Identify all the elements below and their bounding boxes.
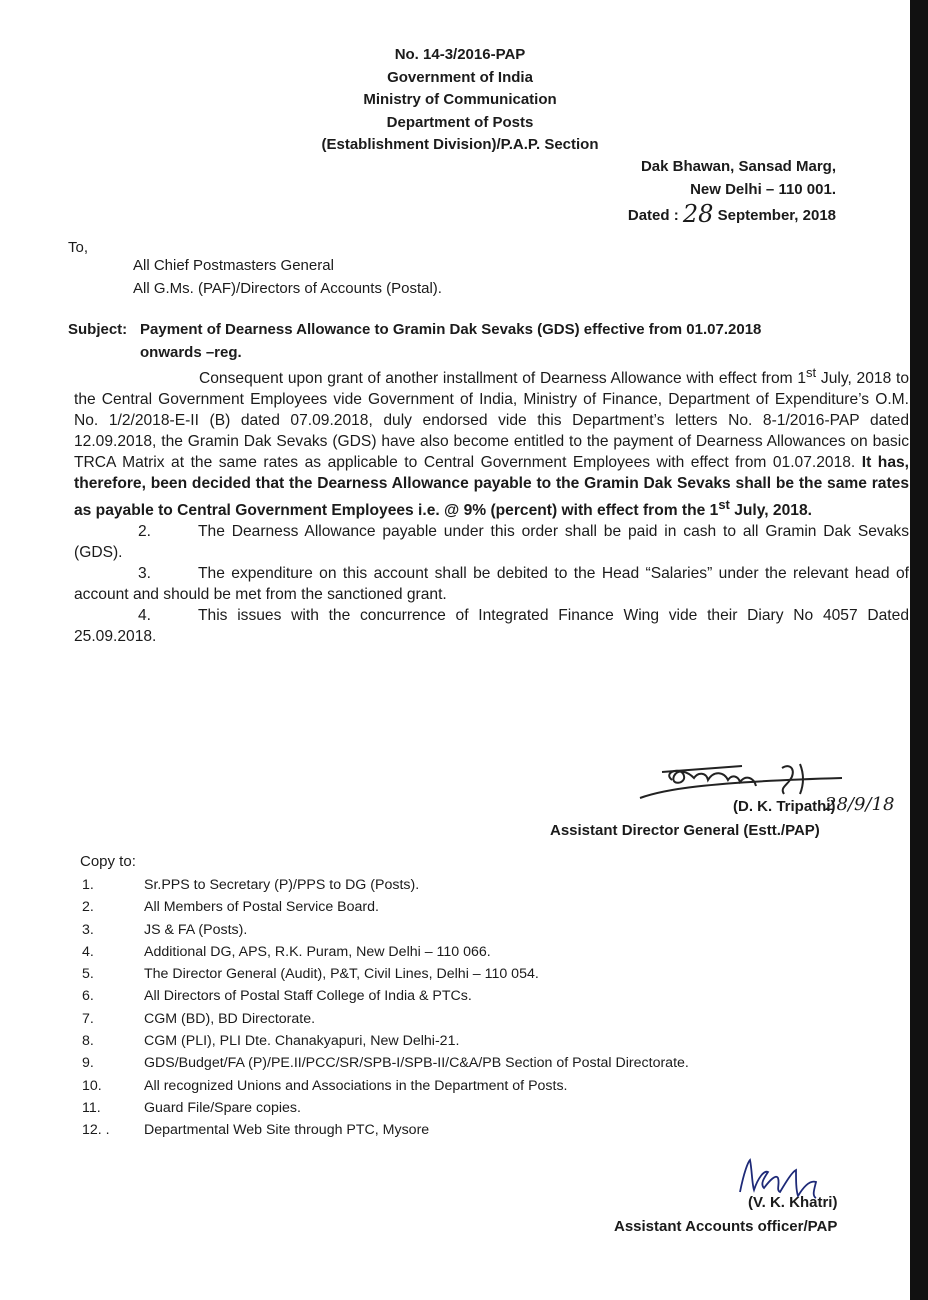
- ministry-name: Ministry of Communication: [363, 91, 557, 108]
- paragraph-1: Consequent upon grant of another installment of Dearness Allowance with effect from 1st July, 2018 to the Central Government Employees vide Government of India, Ministry of Finance, Department of Expenditure’s O.M. No. 1/2/2018-E-II (B) dated 07.09.2018, duly endorsed vide this Department’s letters No. 8-1/2016-PAP dated 12.09.2018, the Gramin Dak Sevaks (GDS) have also become entitled to the payment of Dearness Allowances on basic TRCA Matrix at the same rates as applicable to Central Government Employees with effect from 01.07.2018. It has, therefore, been decided that the Dearness Allowance payable to the Gramin Dak Sevaks shall be the same rates as payable to Central Government Employees i.e. @ 9% (percent) with effect from the 1st July, 2018.: [74, 365, 910, 520]
- list-item: 4. Additional DG, APS, R.K. Puram, New Delhi – 110 066.: [82, 943, 491, 960]
- paragraph-3: 3. The expenditure on this account shall be debited to the Head “Salaries” under the relevant head of account and should be met from the sanctioned grant.: [74, 565, 909, 604]
- address-line-2: New Delhi – 110 001.: [690, 181, 836, 198]
- subject-text-continued: onwards –reg.: [140, 344, 242, 361]
- list-item: 8. CGM (PLI), PLI Dte. Chanakyapuri, New Delhi-21.: [82, 1033, 460, 1050]
- scan-edge-border: [910, 0, 928, 1300]
- list-item: 3. JS & FA (Posts).: [82, 921, 248, 938]
- list-item: 6. All Directors of Postal Staff College of India & PTCs.: [82, 988, 472, 1005]
- sender-address: [628, 155, 836, 227]
- list-item: 9. GDS/Budget/FA (P)/PE.II/PCC/SR/SPB-I/SPB-II/C&A/PB Section of Postal Directorate.: [82, 1055, 689, 1072]
- list-item: 5. The Director General (Audit), P&T, Civil Lines, Delhi – 110 054.: [82, 966, 539, 983]
- letter-header: [250, 44, 670, 157]
- subject-label: Subject:: [68, 321, 128, 338]
- division-name: (Establishment Division)/P.A.P. Section: [321, 136, 599, 153]
- letter-body: [74, 362, 909, 647]
- list-item: 7. CGM (BD), BD Directorate.: [82, 1010, 316, 1027]
- paragraph-number: 4.: [138, 607, 152, 625]
- signatory-name: (V. K. Khatri): [748, 1194, 838, 1211]
- copy-to-label: Copy to:: [80, 853, 136, 870]
- copy-to-list: [82, 874, 842, 1142]
- subject-block: [68, 318, 858, 364]
- paragraph-4: 4. This issues with the concurrence of Integrated Finance Wing vide their Diary No 4057 Dated 25.09.2018.: [74, 607, 909, 646]
- list-item: 12. . Departmental Web Site through PTC, Mysore: [82, 1122, 430, 1139]
- signature-date-handwritten: 28/9/18: [825, 794, 895, 815]
- paragraph-2: 2. The Dearness Allowance payable under this order shall be paid in cash to all Gramin Dak Sevaks (GDS).: [74, 523, 909, 562]
- dated-month-year: September, 2018: [717, 207, 836, 224]
- paragraph-number: 3.: [138, 565, 152, 583]
- signature-block-2: [600, 1152, 870, 1242]
- recipient-list: [133, 254, 442, 300]
- government-name: Government of India: [387, 68, 533, 86]
- subject-text: Payment of Dearness Allowance to Gramin Dak Sevaks (GDS) effective from 01.07.2018: [140, 321, 762, 338]
- list-item: 10. All recognized Unions and Associations in the Department of Posts.: [82, 1077, 568, 1094]
- file-number: No. 14-3/2016-PAP: [394, 46, 526, 63]
- recipient-item: All G.Ms. (PAF)/Directors of Accounts (Postal).: [133, 280, 442, 297]
- dated-label: Dated :: [627, 207, 679, 224]
- dated-line: [628, 201, 836, 227]
- signature-block-1: [540, 760, 895, 850]
- list-item: 11. Guard File/Spare copies.: [82, 1099, 301, 1116]
- signatory-name: (D. K. Tripathi): [733, 798, 836, 815]
- address-line-1: Dak Bhawan, Sansad Marg,: [640, 158, 836, 175]
- recipient-item: All Chief Postmasters General: [133, 257, 334, 274]
- list-item: 2. All Members of Postal Service Board.: [82, 899, 379, 916]
- department-name: Department of Posts: [386, 113, 534, 131]
- dated-day-handwritten: 28: [682, 200, 714, 228]
- paragraph-number: 2.: [138, 523, 152, 541]
- to-label: To,: [68, 239, 89, 256]
- list-item: 1. Sr.PPS to Secretary (P)/PPS to DG (Posts).: [82, 877, 420, 893]
- signatory-designation: Assistant Director General (Estt./PAP): [550, 822, 820, 839]
- signatory-designation: Assistant Accounts officer/PAP: [614, 1218, 838, 1235]
